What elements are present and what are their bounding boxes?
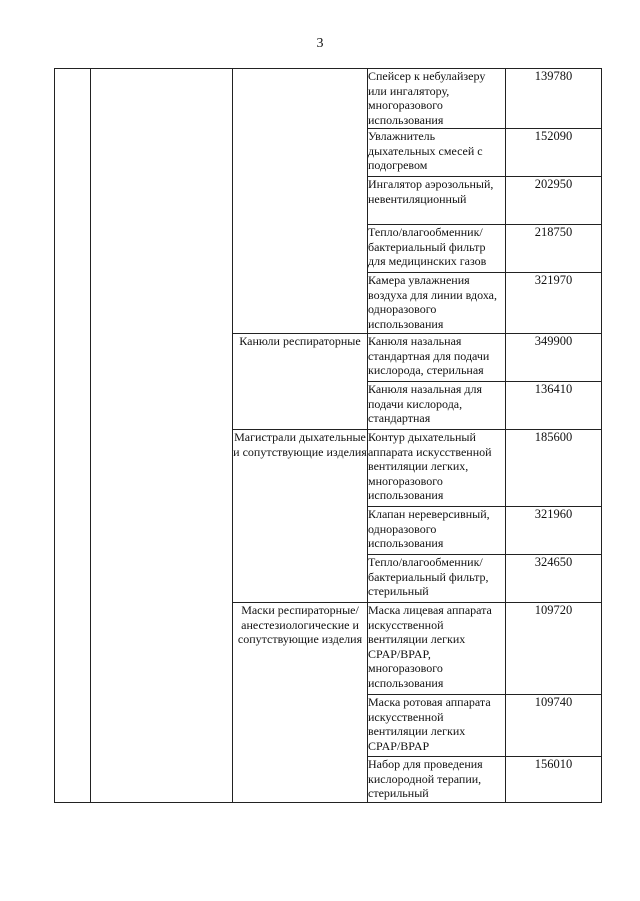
group-name-cell: Канюли респираторные	[233, 334, 368, 430]
item-code-cell: 321970	[506, 273, 602, 334]
page-number: 3	[316, 36, 324, 51]
item-name-cell: Контур дыхательный аппарата искусственной вентиляции легких, многоразового использования	[368, 430, 506, 507]
category-column-cell	[91, 69, 233, 803]
item-name-cell: Тепло/влагообменник/ бактериальный фильтр, стерильный	[368, 555, 506, 603]
item-name-cell: Увлажнитель дыхательных смесей с подогревом	[368, 129, 506, 177]
item-code-cell: 218750	[506, 225, 602, 273]
table-row	[55, 69, 602, 129]
items-table	[54, 68, 602, 803]
item-name-cell: Маска ротовая аппарата искусственной вентиляции легких CPAP/BPAP	[368, 695, 506, 757]
item-code-cell: 139780	[506, 69, 602, 129]
item-code-cell: 202950	[506, 177, 602, 225]
item-code-cell: 321960	[506, 507, 602, 555]
item-code-cell: 349900	[506, 334, 602, 382]
item-name-cell: Набор для проведения кислородной терапии, стерильный	[368, 757, 506, 803]
item-code-cell: 109720	[506, 603, 602, 695]
item-name-cell: Спейсер к небулайзеру или ингалятору, многоразового использования	[368, 69, 506, 129]
item-code-cell: 185600	[506, 430, 602, 507]
item-name-cell: Ингалятор аэрозольный, невентиляционный	[368, 177, 506, 225]
item-code-cell: 136410	[506, 382, 602, 430]
item-code-cell: 156010	[506, 757, 602, 803]
group-name-cell: Магистрали дыхательные и сопутствующие изделия	[233, 430, 368, 603]
group-name-cell: Маски респираторные/ анестезиологические и сопутствующие изделия	[233, 603, 368, 803]
item-name-cell: Канюля назальная для подачи кислорода, стандартная	[368, 382, 506, 430]
item-code-cell: 152090	[506, 129, 602, 177]
item-name-cell: Клапан нереверсивный, одноразового использования	[368, 507, 506, 555]
item-name-cell: Маска лицевая аппарата искусственной вентиляции легких CPAP/BPAP, многоразового использования	[368, 603, 506, 695]
item-name-cell: Камера увлажнения воздуха для линии вдоха, одноразового использования	[368, 273, 506, 334]
item-name-cell: Тепло/влагообменник/ бактериальный фильтр для медицинских газов	[368, 225, 506, 273]
number-column-cell	[55, 69, 91, 803]
item-code-cell: 324650	[506, 555, 602, 603]
item-name-cell: Канюля назальная стандартная для подачи кислорода, стерильная	[368, 334, 506, 382]
item-code-cell: 109740	[506, 695, 602, 757]
group-name-cell	[233, 69, 368, 334]
